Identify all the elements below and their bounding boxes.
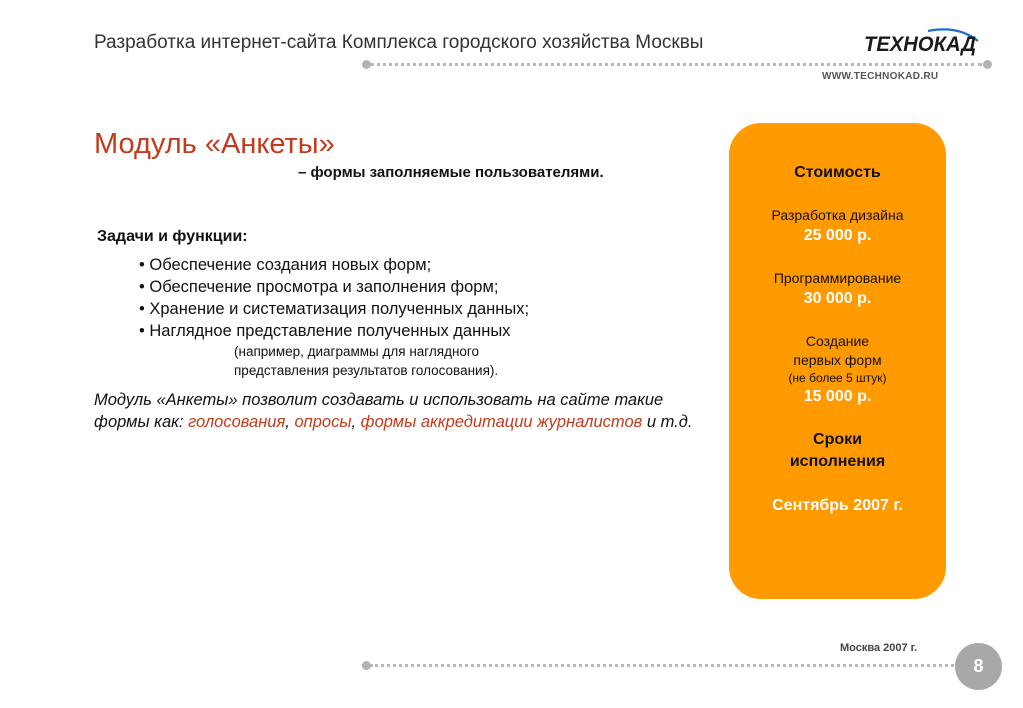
description-text: Модуль «Анкеты» позволит создавать и использовать на сайте такие формы как: bbox=[94, 391, 664, 431]
note-line: представления результатов голосования). bbox=[234, 363, 499, 378]
tasks-list bbox=[139, 254, 529, 342]
website-url: WWW.TECHNOKAD.RU bbox=[822, 71, 939, 82]
module-description bbox=[94, 389, 694, 433]
header-divider-dot-left bbox=[362, 60, 371, 69]
footer-divider bbox=[370, 664, 954, 667]
forms-label: Создание bbox=[805, 333, 870, 349]
pricing-panel bbox=[729, 123, 946, 599]
slide-subtitle: – формы заполняемые пользователями. bbox=[298, 164, 604, 181]
list-item: • Обеспечение просмотра и заполнения форм; bbox=[139, 278, 499, 296]
voting-highlight: голосования bbox=[188, 413, 286, 431]
footer-city-year: Москва 2007 г. bbox=[840, 642, 918, 654]
list-item: • Обеспечение создания новых форм; bbox=[139, 256, 432, 274]
list-item: • Хранение и систематизация полученных данных; bbox=[139, 300, 530, 318]
separator: , bbox=[351, 413, 361, 431]
design-price: 25 000 р. bbox=[803, 227, 872, 244]
technokad-logo bbox=[862, 27, 980, 57]
page-number-badge: 8 bbox=[955, 643, 1002, 690]
list-item: • Наглядное представление полученных данных bbox=[139, 322, 511, 340]
terms-heading: Сроки bbox=[813, 431, 862, 448]
forms-note: (не более 5 штук) bbox=[788, 371, 887, 385]
example-note bbox=[234, 342, 498, 380]
forms-label-2: первых форм bbox=[793, 352, 882, 368]
accreditation-forms-highlight: формы аккредитации журналистов bbox=[360, 413, 643, 431]
footer-divider-dot bbox=[362, 661, 371, 670]
programming-price: 30 000 р. bbox=[803, 290, 872, 307]
separator: , bbox=[285, 413, 295, 431]
surveys-highlight: опросы bbox=[294, 413, 352, 431]
header-divider-dot-right bbox=[983, 60, 992, 69]
terms-value: Сентябрь 2007 г. bbox=[772, 497, 903, 514]
note-line: (например, диаграммы для наглядного bbox=[234, 344, 480, 359]
cost-heading: Стоимость bbox=[794, 164, 881, 181]
logo-text: ТЕХНОКАД bbox=[864, 33, 976, 56]
header-divider bbox=[370, 63, 982, 66]
presentation-title: Разработка интернет-сайта Комплекса городского хозяйства Москвы bbox=[94, 32, 704, 53]
description-text-end: и т.д. bbox=[642, 413, 693, 431]
terms-heading-2: исполнения bbox=[789, 453, 886, 470]
design-label: Разработка дизайна bbox=[771, 207, 904, 223]
slide-title: Модуль «Анкеты» bbox=[94, 128, 335, 160]
programming-label: Программирование bbox=[773, 270, 902, 286]
forms-price: 15 000 р. bbox=[803, 388, 872, 405]
tasks-heading: Задачи и функции: bbox=[97, 228, 248, 245]
